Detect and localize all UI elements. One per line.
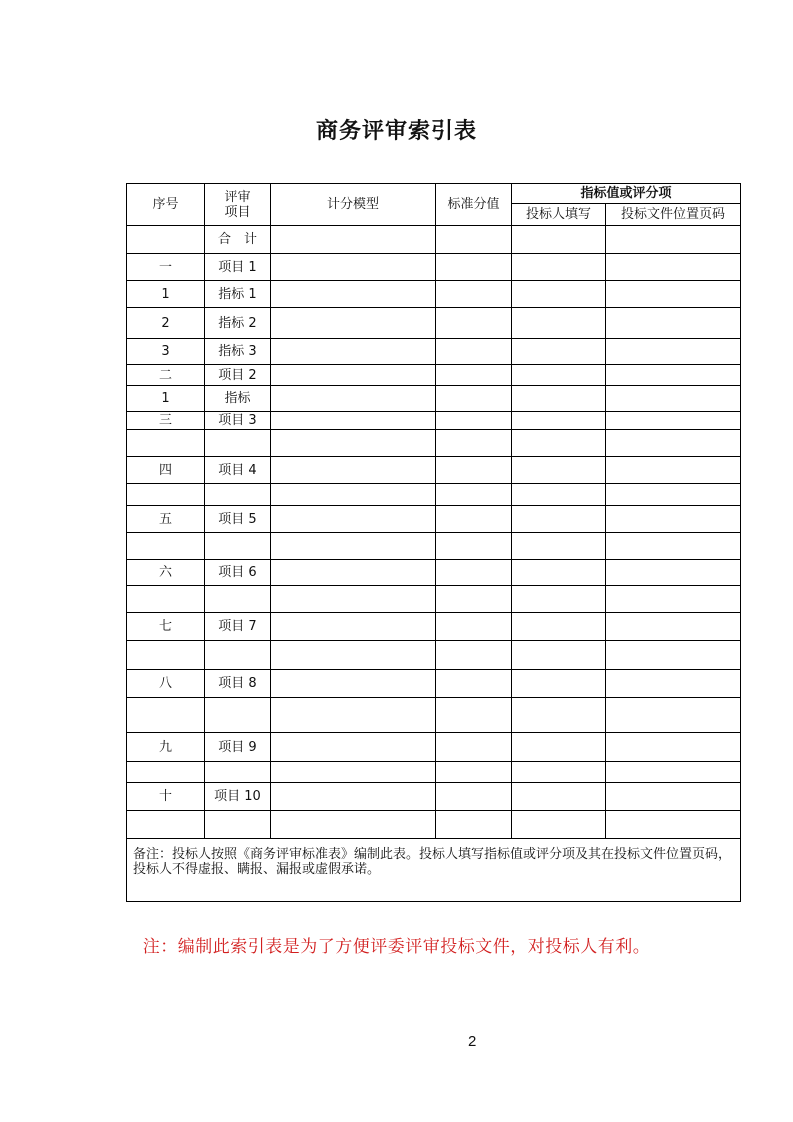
page-cell[interactable] (606, 365, 741, 386)
item-cell: 项目 6 (205, 560, 271, 586)
seq-cell: 九 (127, 733, 205, 762)
header-item (205, 184, 271, 226)
table-row (127, 506, 741, 533)
seq-cell: 三 (127, 412, 205, 430)
table-row (127, 412, 741, 430)
score-cell[interactable] (436, 365, 512, 386)
table-row (127, 457, 741, 484)
seq-cell: 1 (127, 386, 205, 412)
seq-cell: 十 (127, 783, 205, 811)
page-cell[interactable] (606, 308, 741, 339)
page-cell[interactable] (606, 641, 741, 670)
score-cell[interactable] (436, 560, 512, 586)
item-cell: 项目 5 (205, 506, 271, 533)
page-cell[interactable] (606, 339, 741, 365)
item-cell (205, 762, 271, 783)
model-cell[interactable] (271, 430, 436, 457)
page-cell[interactable] (606, 762, 741, 783)
fill-cell[interactable] (512, 613, 606, 641)
model-cell[interactable] (271, 733, 436, 762)
table-row (127, 698, 741, 733)
item-cell: 项目 1 (205, 254, 271, 281)
fill-cell[interactable] (512, 386, 606, 412)
header-seq: 序号 (127, 184, 205, 226)
page-cell[interactable] (606, 484, 741, 506)
model-cell[interactable] (271, 533, 436, 560)
model-cell[interactable] (271, 365, 436, 386)
page-cell[interactable] (606, 457, 741, 484)
table-row (127, 308, 741, 339)
item-cell (205, 533, 271, 560)
model-cell[interactable] (271, 698, 436, 733)
page-cell[interactable] (606, 560, 741, 586)
item-cell: 合 计 (205, 226, 271, 254)
score-cell[interactable] (436, 386, 512, 412)
index-table (126, 183, 741, 902)
model-cell[interactable] (271, 339, 436, 365)
score-cell[interactable] (436, 698, 512, 733)
table-row (127, 670, 741, 698)
fill-cell[interactable] (512, 457, 606, 484)
score-cell[interactable] (436, 586, 512, 613)
table-row (127, 811, 741, 839)
page-cell[interactable] (606, 698, 741, 733)
page-cell[interactable] (606, 430, 741, 457)
seq-cell (127, 641, 205, 670)
fill-cell[interactable] (512, 698, 606, 733)
model-cell[interactable] (271, 641, 436, 670)
seq-cell: 3 (127, 339, 205, 365)
score-cell[interactable] (436, 281, 512, 308)
fill-cell[interactable] (512, 533, 606, 560)
fill-cell[interactable] (512, 670, 606, 698)
item-cell (205, 430, 271, 457)
item-cell: 项目 7 (205, 613, 271, 641)
score-cell[interactable] (436, 430, 512, 457)
seq-cell: 一 (127, 254, 205, 281)
page-title: 商务评审索引表 (315, 119, 477, 144)
fill-cell[interactable] (512, 365, 606, 386)
page-cell[interactable] (606, 386, 741, 412)
table-row (127, 586, 741, 613)
table-row (127, 733, 741, 762)
fill-cell[interactable] (512, 762, 606, 783)
score-cell[interactable] (436, 811, 512, 839)
page-cell[interactable] (606, 670, 741, 698)
table-row (127, 762, 741, 783)
model-cell[interactable] (271, 613, 436, 641)
item-cell: 项目 9 (205, 733, 271, 762)
page-cell[interactable] (606, 506, 741, 533)
seq-cell: 2 (127, 308, 205, 339)
score-cell[interactable] (436, 339, 512, 365)
fill-cell[interactable] (512, 811, 606, 839)
fill-cell[interactable] (512, 641, 606, 670)
score-cell[interactable] (436, 533, 512, 560)
fill-cell[interactable] (512, 308, 606, 339)
fill-cell[interactable] (512, 586, 606, 613)
note-row (127, 839, 741, 902)
model-cell[interactable] (271, 281, 436, 308)
score-cell[interactable] (436, 762, 512, 783)
table-row (127, 386, 741, 412)
seq-cell (127, 430, 205, 457)
score-cell[interactable] (436, 733, 512, 762)
model-cell[interactable] (271, 412, 436, 430)
fill-cell[interactable] (512, 254, 606, 281)
model-cell[interactable] (271, 783, 436, 811)
score-cell[interactable] (436, 783, 512, 811)
item-cell: 项目 3 (205, 412, 271, 430)
seq-cell: 二 (127, 365, 205, 386)
score-cell[interactable] (436, 226, 512, 254)
seq-cell (127, 698, 205, 733)
model-cell[interactable] (271, 586, 436, 613)
item-cell: 指标 (205, 386, 271, 412)
header-group: 指标值或评分项 (512, 184, 741, 204)
model-cell[interactable] (271, 670, 436, 698)
seq-cell: 五 (127, 506, 205, 533)
header-fill: 投标人填写 (512, 204, 606, 226)
header-item-line2: 项目 (224, 204, 251, 220)
model-cell[interactable] (271, 254, 436, 281)
model-cell[interactable] (271, 762, 436, 783)
score-cell[interactable] (436, 670, 512, 698)
model-cell[interactable] (271, 811, 436, 839)
table-row (127, 484, 741, 506)
item-cell: 项目 8 (205, 670, 271, 698)
page-cell[interactable] (606, 254, 741, 281)
seq-cell (127, 586, 205, 613)
page-cell[interactable] (606, 533, 741, 560)
model-cell[interactable] (271, 386, 436, 412)
model-cell[interactable] (271, 308, 436, 339)
table-row (127, 430, 741, 457)
table-row (127, 613, 741, 641)
table-row (127, 783, 741, 811)
fill-cell[interactable] (512, 506, 606, 533)
seq-cell: 六 (127, 560, 205, 586)
item-cell: 项目 4 (205, 457, 271, 484)
item-cell (205, 586, 271, 613)
item-cell (205, 641, 271, 670)
score-cell[interactable] (436, 412, 512, 430)
table-row (127, 281, 741, 308)
seq-cell: 七 (127, 613, 205, 641)
item-cell: 指标 1 (205, 281, 271, 308)
score-cell[interactable] (436, 613, 512, 641)
item-cell: 项目 10 (205, 783, 271, 811)
page-cell[interactable] (606, 226, 741, 254)
item-cell (205, 698, 271, 733)
score-cell[interactable] (436, 484, 512, 506)
page-cell[interactable] (606, 783, 741, 811)
table-row (127, 641, 741, 670)
item-cell: 指标 3 (205, 339, 271, 365)
fill-cell[interactable] (512, 783, 606, 811)
fill-cell[interactable] (512, 733, 606, 762)
seq-cell (127, 484, 205, 506)
model-cell[interactable] (271, 484, 436, 506)
model-cell[interactable] (271, 560, 436, 586)
score-cell[interactable] (436, 254, 512, 281)
seq-cell (127, 533, 205, 560)
score-cell[interactable] (436, 641, 512, 670)
table-row (127, 533, 741, 560)
page-cell[interactable] (606, 586, 741, 613)
page-cell[interactable] (606, 811, 741, 839)
page-cell[interactable] (606, 281, 741, 308)
item-cell: 指标 2 (205, 308, 271, 339)
seq-cell (127, 762, 205, 783)
fill-cell[interactable] (512, 484, 606, 506)
table-row (127, 560, 741, 586)
table-row (127, 365, 741, 386)
model-cell[interactable] (271, 506, 436, 533)
seq-cell (127, 811, 205, 839)
page-number: 2 (468, 1033, 477, 1050)
page-cell[interactable] (606, 613, 741, 641)
table-row (127, 339, 741, 365)
fill-cell[interactable] (512, 560, 606, 586)
fill-cell[interactable] (512, 412, 606, 430)
header-item-line1: 评审 (224, 189, 251, 205)
seq-cell (127, 226, 205, 254)
remarks-note: 备注：投标人按照《商务评审标准表》编制此表。投标人填写指标值或评分项及其在投标文件位置页码，投标人不得虚报、瞒报、漏报或虚假承诺。 (127, 839, 741, 902)
item-cell: 项目 2 (205, 365, 271, 386)
seq-cell: 1 (127, 281, 205, 308)
footer-note: 注：编制此索引表是为了方便评委评审投标文件，对投标人有利。 (142, 937, 651, 957)
header-score: 标准分值 (436, 184, 512, 226)
page-cell[interactable] (606, 412, 741, 430)
item-cell (205, 484, 271, 506)
header-model: 计分模型 (271, 184, 436, 226)
fill-cell[interactable] (512, 281, 606, 308)
score-cell[interactable] (436, 308, 512, 339)
score-cell[interactable] (436, 506, 512, 533)
fill-cell[interactable] (512, 430, 606, 457)
model-cell[interactable] (271, 226, 436, 254)
fill-cell[interactable] (512, 226, 606, 254)
table-row (127, 254, 741, 281)
seq-cell: 四 (127, 457, 205, 484)
item-cell (205, 811, 271, 839)
score-cell[interactable] (436, 457, 512, 484)
header-page: 投标文件位置页码 (606, 204, 741, 226)
table-row (127, 226, 741, 254)
page-cell[interactable] (606, 733, 741, 762)
model-cell[interactable] (271, 457, 436, 484)
seq-cell: 八 (127, 670, 205, 698)
fill-cell[interactable] (512, 339, 606, 365)
